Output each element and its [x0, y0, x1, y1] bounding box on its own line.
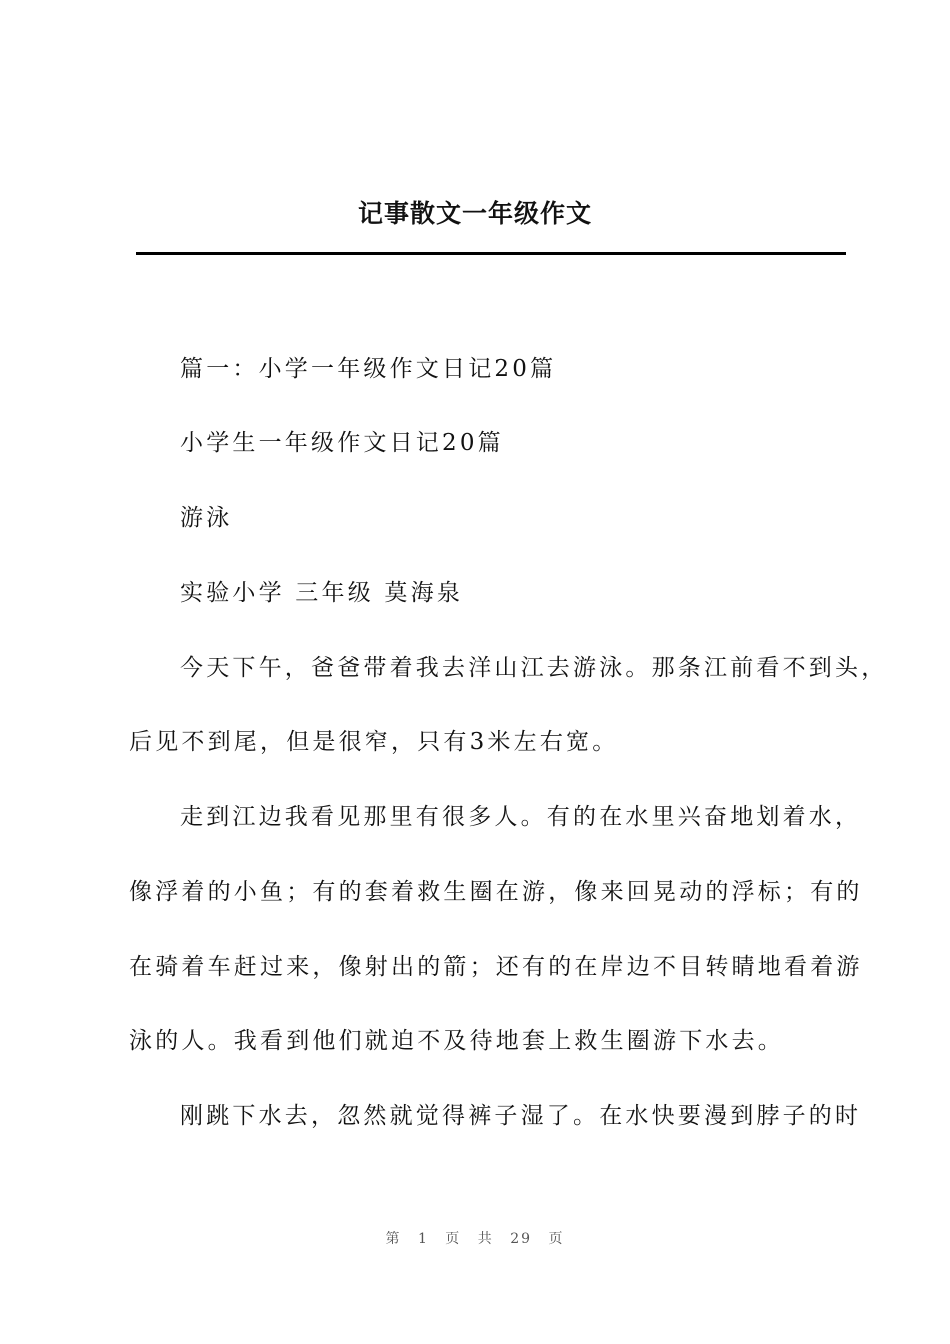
paragraph-line: 在骑着车赶过来，像射出的箭；还有的在岸边不目转睛地看着游	[129, 954, 863, 980]
paragraph-line: 像浮着的小鱼；有的套着救生圈在游，像来回晃动的浮标；有的	[129, 879, 863, 905]
author-line: 实验小学 三年级 莫海泉	[180, 580, 464, 606]
paragraph-line: 走到江边我看见那里有很多人。有的在水里兴奋地划着水，	[180, 804, 862, 830]
paragraph-line: 刚跳下水去，忽然就觉得裤子湿了。在水快要漫到脖子的时	[180, 1103, 862, 1129]
page-footer: 第 1 页 共 29 页	[385, 1231, 565, 1247]
paragraph-line: 后见不到尾，但是很窄，只有3米左右宽。	[129, 729, 619, 755]
document-title: 记事散文一年级作文	[357, 199, 592, 228]
title-divider	[136, 252, 846, 255]
paragraph-line: 今天下午，爸爸带着我去洋山江去游泳。那条江前看不到头，	[180, 655, 888, 681]
article-title-line: 小学生一年级作文日记20篇	[180, 430, 504, 456]
paragraph-line: 泳的人。我看到他们就迫不及待地套上救生圈游下水去。	[129, 1028, 784, 1054]
section-heading: 篇一：小学一年级作文日记20篇	[180, 356, 557, 382]
essay-title: 游泳	[180, 505, 233, 531]
